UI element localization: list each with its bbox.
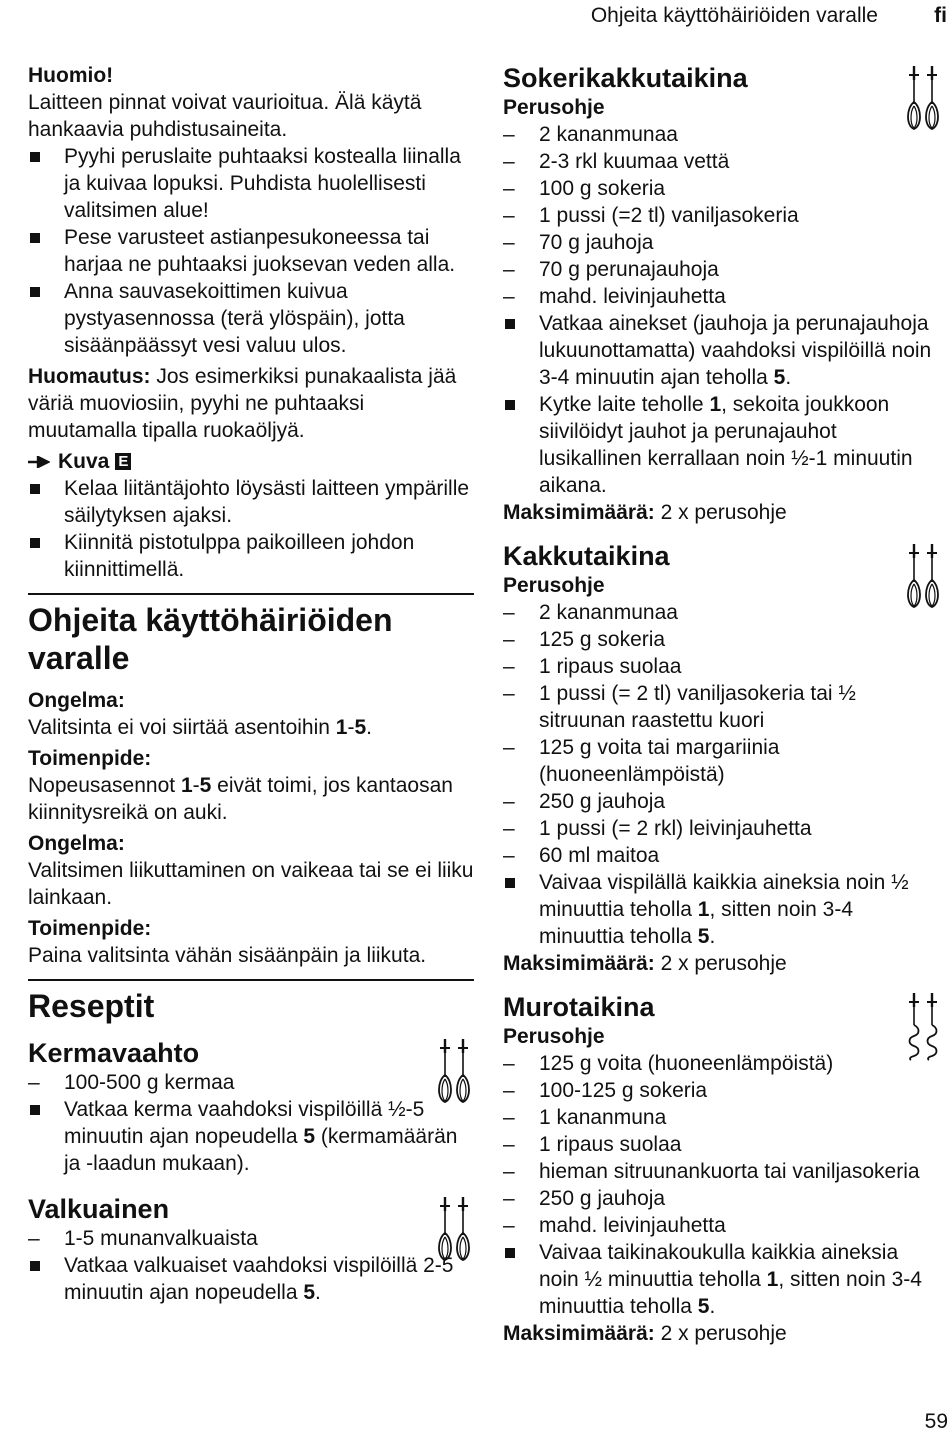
dash-marker: – (503, 628, 515, 651)
ingredient-item: – 1 pussi (= 2 rkl) leivinjauhetta (503, 817, 812, 840)
dash-marker: – (503, 1133, 515, 1156)
ingredient-item: – mahd. leivinjauhetta (503, 1214, 726, 1237)
bullet-square-icon (30, 1105, 40, 1115)
recipe-title: Murotaikina (503, 992, 655, 1022)
ingredient-item: – 125 g voita (huoneenlämpöistä) (503, 1052, 834, 1075)
page-header (0, 4, 950, 28)
page-number: 59 (924, 1410, 948, 1433)
dash-marker: – (503, 736, 515, 759)
dash-marker: – (503, 817, 515, 840)
running-header-title: Ohjeita käyttöhäiriöiden varalle (590, 4, 878, 27)
max-amount: Maksimimäärä: 2 x perusohje (503, 1322, 787, 1345)
dash-marker: – (503, 790, 515, 813)
dash-marker: – (503, 123, 515, 146)
dash-marker: – (503, 177, 515, 200)
step-item: Vatkaa valkuaiset vaahdoksi vispilöillä 2-5 minuutin ajan nopeudella 5. (28, 1252, 474, 1306)
ingredient-item: – 125 g sokeria (503, 628, 666, 651)
recipe-title: Kakkutaikina (503, 541, 670, 571)
action-label: Toimenpide: (28, 917, 152, 940)
arrow-right-icon (28, 456, 50, 468)
ingredient-list (503, 1050, 935, 1239)
dash-marker: – (503, 150, 515, 173)
recipe-kakkutaikina (503, 540, 935, 977)
step-item: Vatkaa kerma vaahdoksi vispilöillä ½-5 minuutin ajan nopeudella 5 (kermamäärän ja -laadun mukaan). (28, 1096, 474, 1177)
section-divider (28, 979, 474, 981)
dash-marker: – (503, 204, 515, 227)
recipes-heading: Reseptit (28, 988, 155, 1024)
ingredient-item: – 60 ml maitoa (503, 844, 660, 867)
dash-marker: – (503, 258, 515, 281)
care-note: Huomautus: Jos esimerkiksi punakaalista jää väriä muoviosiin, pyyhi ne puhtaaksi muutamalla tipalla ruokaöljyä. (28, 365, 457, 442)
dash-marker: – (503, 285, 515, 308)
list-item: Anna sauvasekoittimen kuivua pystyasennossa (terä ylöspäin), jotta sisäänpäässyt vesi valuu ulos. (28, 278, 474, 359)
step-item: Vatkaa ainekset (jauhoja ja perunajauhoja lukuunottamatta) vaahdoksi vispilöillä noin 3-4 minuutin ajan teholla 5. (503, 310, 935, 391)
action-label: Toimenpide: (28, 747, 152, 770)
step-item: Vaivaa vispilällä kaikkia aineksia noin ½ minuuttia teholla 1, sitten noin 3-4 minuuttia teholla 5. (503, 869, 935, 950)
ingredient-list (503, 121, 935, 310)
dash-marker: – (503, 844, 515, 867)
left-column (28, 62, 474, 1306)
dash-marker: – (503, 682, 515, 705)
max-amount: Maksimimäärä: 2 x perusohje (503, 501, 787, 524)
problem-text: Valitsinta ei voi siirtää asentoihin 1-5. (28, 716, 372, 739)
dash-marker: – (503, 1214, 515, 1237)
ingredient-item: – 1-5 munanvalkuaista (28, 1227, 258, 1250)
step-item: Kytke laite teholle 1, sekoita joukkoon siivilöidyt jauhot ja perunajauhot lusikallinen kerrallaan noin ½-1 minuutin aikana. (503, 391, 935, 499)
ingredient-item: – 100-125 g sokeria (503, 1079, 708, 1102)
recipe-subtitle: Perusohje (503, 1025, 605, 1048)
step-item: Vaivaa taikinakoukulla kaikkia aineksia noin ½ minuuttia teholla 1, sitten noin 3-4 minuuttia teholla 5. (503, 1239, 935, 1320)
ingredient-item: – 70 g perunajauhoja (503, 258, 719, 281)
ingredient-item: – 250 g jauhoja (503, 790, 666, 813)
list-item: Kelaa liitäntäjohto löysästi laitteen ympärille säilytyksen ajaksi. (28, 475, 474, 529)
recipe-title: Kermavaahto (28, 1038, 200, 1068)
recipe-title: Valkuainen (28, 1194, 170, 1224)
bullet-square-icon (505, 319, 515, 329)
recipe-subtitle: Perusohje (503, 574, 605, 597)
bullet-square-icon (30, 233, 40, 243)
ingredient-item: – 1 ripaus suolaa (503, 655, 682, 678)
bullet-square-icon (30, 1261, 40, 1271)
action-text: Paina valitsinta vähän sisäänpäin ja liikuta. (28, 944, 427, 967)
bullet-square-icon (30, 538, 40, 548)
ingredient-item: – 1 ripaus suolaa (503, 1133, 682, 1156)
bullet-square-icon (30, 152, 40, 162)
recipe-murotaikina (503, 991, 935, 1347)
dash-marker: – (503, 231, 515, 254)
care-warning-text: Laitteen pinnat voivat vaurioitua. Älä käytä hankaavia puhdistusaineita. (28, 91, 422, 141)
troubleshooting-heading: Ohjeita käyttöhäiriöiden varalle (28, 602, 393, 676)
problem-label: Ongelma: (28, 832, 125, 855)
recipe-title: Sokerikakkutaikina (503, 63, 748, 93)
dash-marker: – (503, 1106, 515, 1129)
care-warning-title: Huomio! (28, 64, 114, 87)
dash-marker: – (503, 655, 515, 678)
ingredient-item: – 2 kananmunaa (503, 123, 678, 146)
ingredient-item: – 1 pussi (= 2 tl) vaniljasokeria tai ½ sitruunan raastettu kuori (503, 682, 856, 732)
recipe-subtitle: Perusohje (503, 96, 605, 119)
list-item: Kiinnitä pistotulppa paikoilleen johdon kiinnittimellä. (28, 529, 474, 583)
figure-letter-badge: E (115, 453, 131, 470)
figure-reference: Kuva E (28, 448, 474, 475)
ingredient-list (503, 599, 935, 869)
bullet-square-icon (30, 287, 40, 297)
language-code: fi (934, 4, 947, 27)
ingredient-item: – 1 kananmuna (503, 1106, 667, 1129)
ingredient-item: – 100-500 g kermaa (28, 1071, 235, 1094)
ingredient-item: – 100 g sokeria (503, 177, 666, 200)
recipe-sokerikakkutaikina (503, 62, 935, 526)
ingredient-item: – 250 g jauhoja (503, 1187, 666, 1210)
list-item: Pyyhi peruslaite puhtaaksi kostealla liinalla ja kuivaa lopuksi. Puhdista huolellisesti valitsimen alue! (28, 143, 474, 224)
recipe-kermavaahto (28, 1037, 474, 1177)
bullet-square-icon (505, 878, 515, 888)
ingredient-item: – 2-3 rkl kuumaa vettä (503, 150, 730, 173)
dash-marker: – (503, 1052, 515, 1075)
action-text: Nopeusasennot 1-5 eivät toimi, jos kantaosan kiinnitysreikä on auki. (28, 774, 453, 824)
section-divider (28, 593, 474, 595)
right-column (503, 62, 935, 1347)
max-amount: Maksimimäärä: 2 x perusohje (503, 952, 787, 975)
problem-label: Ongelma: (28, 689, 125, 712)
ingredient-item: – mahd. leivinjauhetta (503, 285, 726, 308)
dash-marker: – (503, 1160, 515, 1183)
bullet-square-icon (505, 400, 515, 410)
list-item: Pese varusteet astianpesukoneessa tai harjaa ne puhtaaksi juoksevan veden alla. (28, 224, 474, 278)
ingredient-item: – hieman sitruunankuorta tai vaniljasokeria (503, 1160, 920, 1183)
bullet-square-icon (505, 1248, 515, 1258)
recipe-valkuainen (28, 1193, 474, 1306)
ingredient-item: – 70 g jauhoja (503, 231, 654, 254)
problem-text: Valitsimen liikuttaminen on vaikeaa tai se ei liiku lainkaan. (28, 859, 474, 909)
bullet-square-icon (30, 484, 40, 494)
ingredient-item: – 2 kananmunaa (503, 601, 678, 624)
dash-marker: – (503, 601, 515, 624)
dash-marker: – (503, 1187, 515, 1210)
ingredient-item: – 125 g voita tai margariinia (huoneenlämpöistä) (503, 736, 780, 786)
ingredient-item: – 1 pussi (=2 tl) vaniljasokeria (503, 204, 799, 227)
dash-marker: – (503, 1079, 515, 1102)
